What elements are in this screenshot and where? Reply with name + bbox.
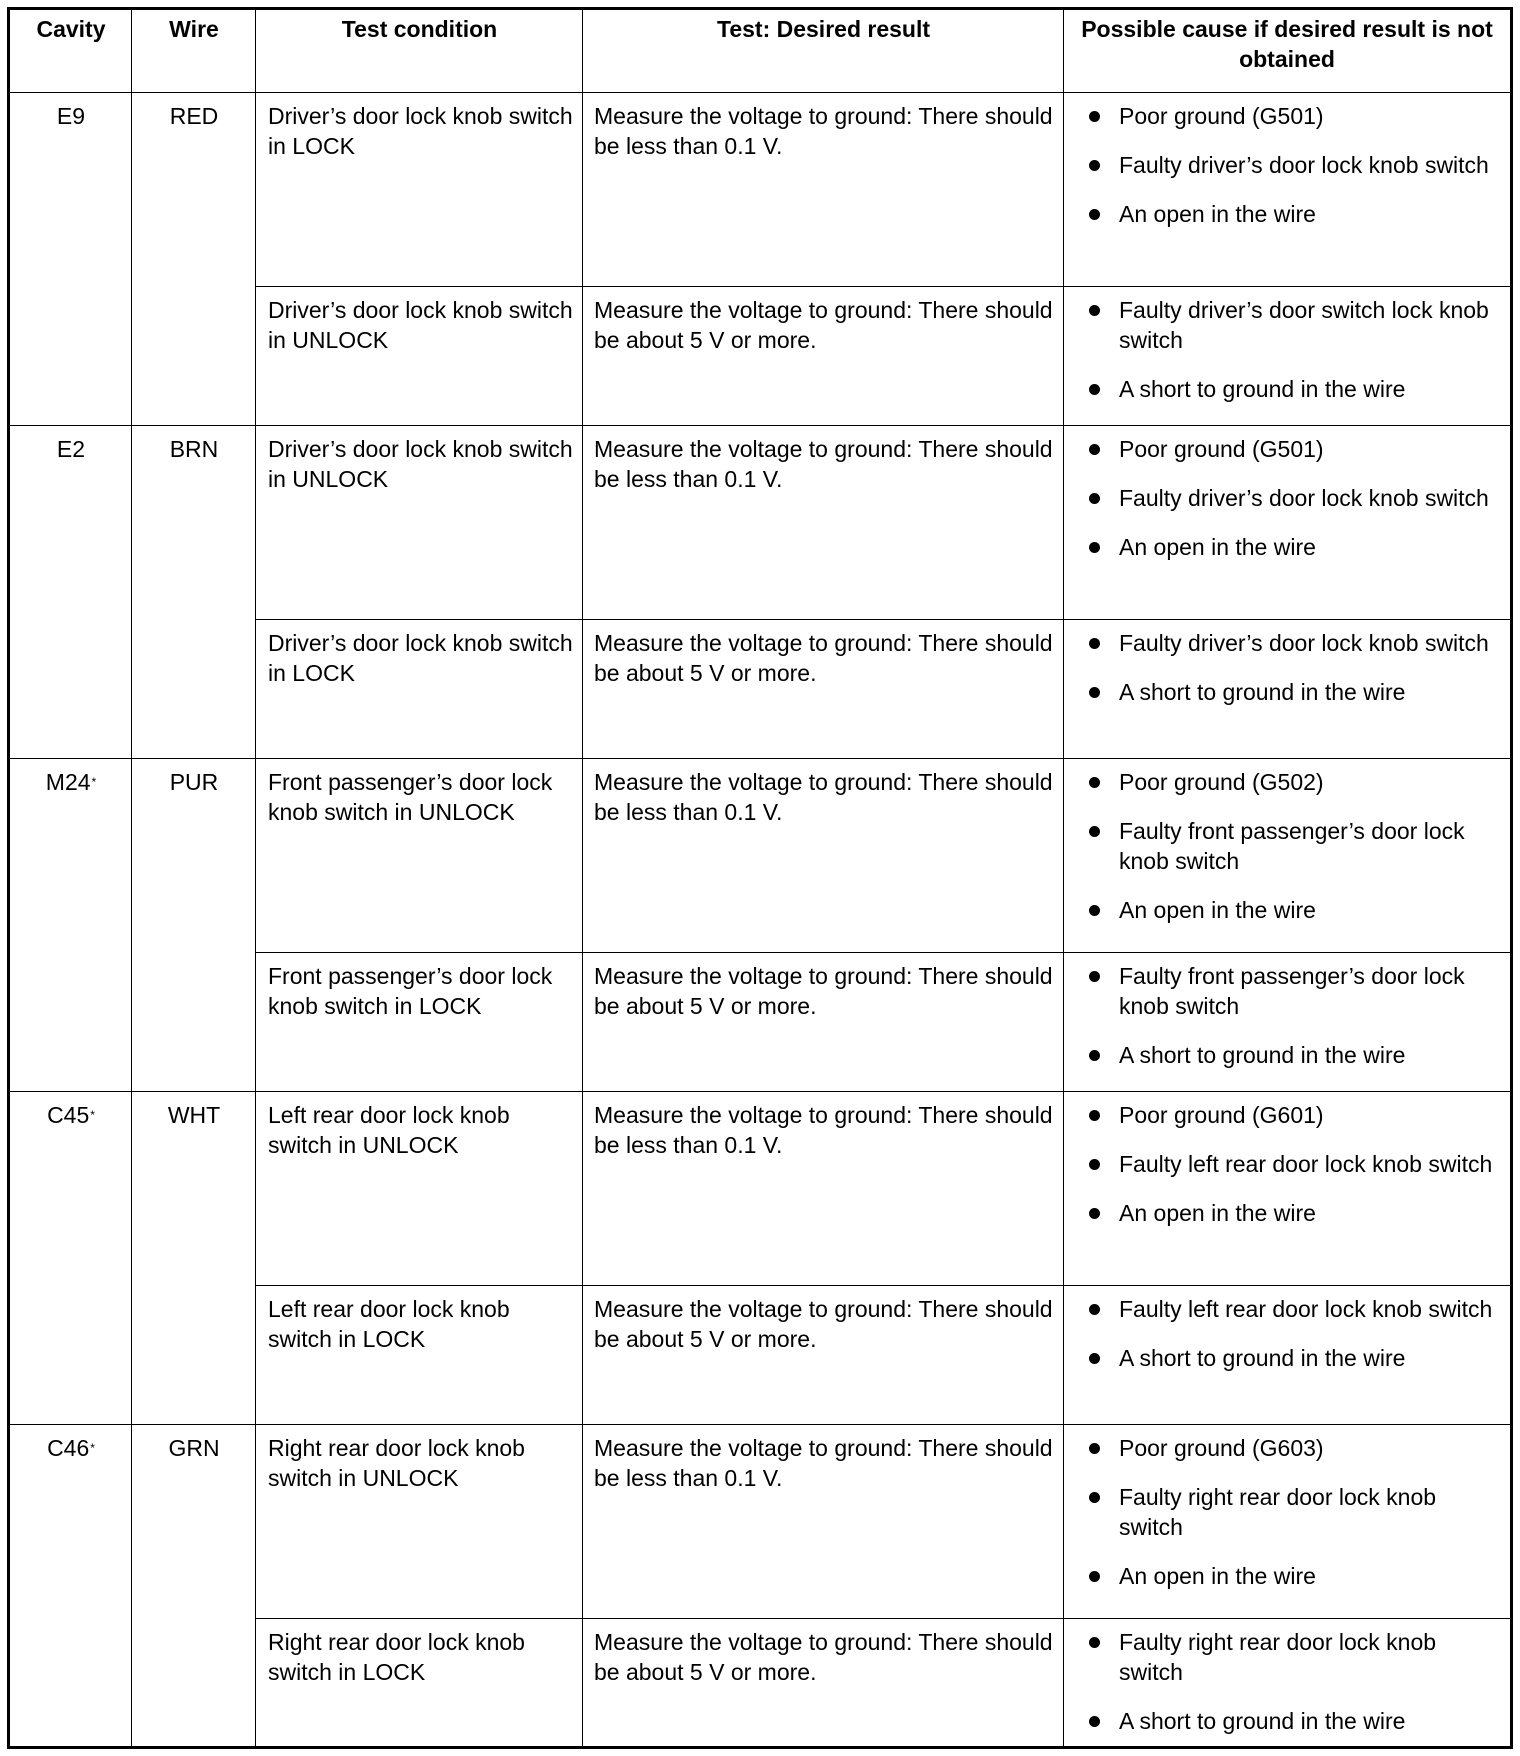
- column-divider: [1063, 10, 1064, 1746]
- desired-result-cell: Measure the voltage to ground: There should be about 5 V or more.: [594, 963, 1053, 1019]
- possible-causes-list: [1085, 101, 1503, 229]
- row-divider: [256, 619, 1510, 620]
- possible-causes-list: [1085, 1433, 1503, 1591]
- possible-causes-list: [1085, 295, 1503, 404]
- cause-item: Faulty driver’s door lock knob switch: [1085, 150, 1503, 180]
- possible-causes-list: [1085, 1100, 1503, 1228]
- wire-cell: BRN: [169, 436, 219, 462]
- possible-causes-list: [1085, 1627, 1503, 1736]
- header-cavity: Cavity: [36, 16, 106, 42]
- desired-result-cell: Measure the voltage to ground: There should be about 5 V or more.: [594, 630, 1053, 686]
- cavity-cell: [10, 101, 132, 131]
- test-condition-cell: Driver’s door lock knob switch in LOCK: [268, 630, 573, 686]
- wire-cell: PUR: [169, 769, 219, 795]
- desired-result-cell: Measure the voltage to ground: There should be about 5 V or more.: [594, 1629, 1053, 1685]
- test-condition-cell: Left rear door lock knob switch in LOCK: [268, 1296, 510, 1352]
- cause-item: Poor ground (G501): [1085, 101, 1503, 131]
- test-condition-cell: Driver’s door lock knob switch in UNLOCK: [268, 297, 573, 353]
- cavity-label: E2: [56, 436, 86, 462]
- cause-item: An open in the wire: [1085, 199, 1503, 229]
- desired-result-cell: Measure the voltage to ground: There should be about 5 V or more.: [594, 1296, 1053, 1352]
- troubleshooting-table: [7, 7, 1513, 1749]
- footnote-marker: *: [90, 1108, 95, 1122]
- desired-result-cell: Measure the voltage to ground: There should be less than 0.1 V.: [594, 1102, 1053, 1158]
- group-divider: [10, 1424, 1510, 1425]
- test-condition-cell: Right rear door lock knob switch in LOCK: [268, 1629, 525, 1685]
- cause-item: Faulty front passenger’s door lock knob switch: [1085, 816, 1503, 876]
- cavity-label: C45: [47, 1102, 90, 1128]
- test-condition-cell: Driver’s door lock knob switch in UNLOCK: [268, 436, 573, 492]
- cause-item: A short to ground in the wire: [1085, 1706, 1503, 1736]
- cause-item: Poor ground (G601): [1085, 1100, 1503, 1130]
- cause-item: A short to ground in the wire: [1085, 1040, 1503, 1070]
- cavity-label: E9: [56, 103, 86, 129]
- cavity-cell: [10, 434, 132, 464]
- cause-item: An open in the wire: [1085, 532, 1503, 562]
- group-divider: [10, 758, 1510, 759]
- column-divider: [255, 10, 256, 1746]
- possible-causes-list: [1085, 961, 1503, 1070]
- cause-item: Poor ground (G603): [1085, 1433, 1503, 1463]
- cause-item: Faulty driver’s door lock knob switch: [1085, 483, 1503, 513]
- column-divider: [131, 10, 132, 1746]
- cavity-cell: [10, 1100, 132, 1134]
- cause-item: Poor ground (G502): [1085, 767, 1503, 797]
- cause-item: Faulty front passenger’s door lock knob switch: [1085, 961, 1503, 1021]
- group-divider: [10, 1091, 1510, 1092]
- test-condition-cell: Left rear door lock knob switch in UNLOCK: [268, 1102, 510, 1158]
- column-divider: [582, 10, 583, 1746]
- cause-item: A short to ground in the wire: [1085, 677, 1503, 707]
- desired-result-cell: Measure the voltage to ground: There should be less than 0.1 V.: [594, 436, 1053, 492]
- possible-causes-list: [1085, 628, 1503, 707]
- header-possible-cause: Possible cause if desired result is not obtained: [1081, 16, 1493, 72]
- cause-item: Poor ground (G501): [1085, 434, 1503, 464]
- wire-cell: GRN: [168, 1435, 220, 1461]
- possible-causes-list: [1085, 434, 1503, 562]
- cause-item: An open in the wire: [1085, 1561, 1503, 1591]
- row-divider: [256, 952, 1510, 953]
- group-divider: [10, 425, 1510, 426]
- wire-cell: WHT: [167, 1102, 221, 1128]
- test-condition-cell: Front passenger’s door lock knob switch in UNLOCK: [268, 769, 553, 825]
- row-divider: [256, 1618, 1510, 1619]
- cause-item: An open in the wire: [1085, 895, 1503, 925]
- cause-item: Faulty right rear door lock knob switch: [1085, 1627, 1503, 1687]
- header-test-condition: Test condition: [341, 16, 498, 42]
- cause-item: Faulty driver’s door lock knob switch: [1085, 628, 1503, 658]
- desired-result-cell: Measure the voltage to ground: There should be less than 0.1 V.: [594, 769, 1053, 825]
- desired-result-cell: Measure the voltage to ground: There should be less than 0.1 V.: [594, 103, 1053, 159]
- wire-cell: RED: [169, 103, 219, 129]
- cause-item: A short to ground in the wire: [1085, 374, 1503, 404]
- desired-result-cell: Measure the voltage to ground: There should be about 5 V or more.: [594, 297, 1053, 353]
- cause-item: Faulty left rear door lock knob switch: [1085, 1294, 1503, 1324]
- desired-result-cell: Measure the voltage to ground: There should be less than 0.1 V.: [594, 1435, 1053, 1491]
- test-condition-cell: Driver’s door lock knob switch in LOCK: [268, 103, 573, 159]
- possible-causes-list: [1085, 767, 1503, 925]
- cavity-cell: [10, 1433, 132, 1467]
- footnote-marker: *: [91, 775, 97, 789]
- cavity-label: C46: [47, 1435, 90, 1461]
- cause-item: A short to ground in the wire: [1085, 1343, 1503, 1373]
- footnote-marker: *: [90, 1441, 95, 1455]
- cause-item: Faulty left rear door lock knob switch: [1085, 1149, 1503, 1179]
- test-condition-cell: Front passenger’s door lock knob switch in LOCK: [268, 963, 553, 1019]
- cause-item: Faulty driver’s door switch lock knob switch: [1085, 295, 1503, 355]
- cause-item: An open in the wire: [1085, 1198, 1503, 1228]
- header-wire: Wire: [169, 16, 219, 42]
- cavity-cell: [10, 767, 132, 801]
- row-divider: [256, 286, 1510, 287]
- header-divider: [10, 92, 1510, 93]
- possible-causes-list: [1085, 1294, 1503, 1373]
- header-desired-result: Test: Desired result: [716, 16, 931, 42]
- cavity-label: M24: [45, 769, 91, 795]
- row-divider: [256, 1285, 1510, 1286]
- cause-item: Faulty right rear door lock knob switch: [1085, 1482, 1503, 1542]
- test-condition-cell: Right rear door lock knob switch in UNLOCK: [268, 1435, 525, 1491]
